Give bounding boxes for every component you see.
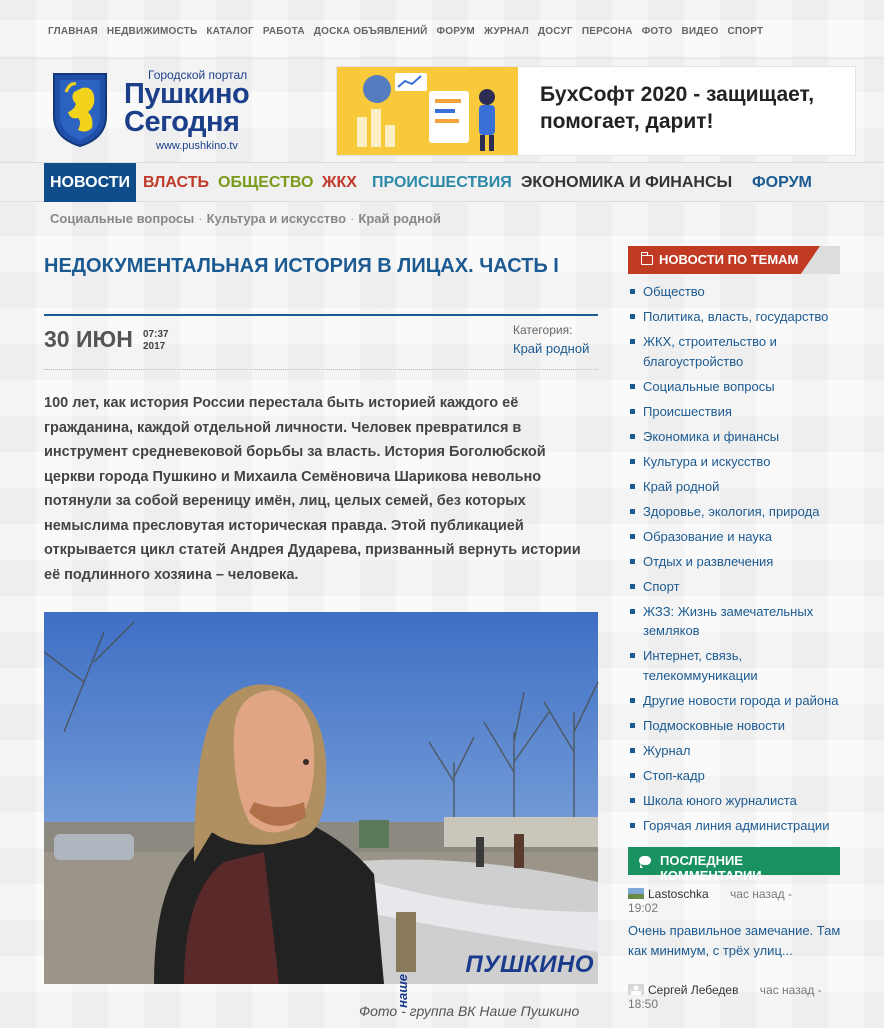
topnav-photo[interactable]: ФОТО (641, 26, 673, 37)
topnav-journal[interactable]: ЖУРНАЛ (483, 26, 529, 37)
topic-link[interactable]: Горячая линия администрации (628, 816, 844, 836)
topnav-realty[interactable]: НЕДВИЖИМОСТЬ (106, 26, 198, 37)
banner-line2: помогает, дарит! (540, 110, 714, 133)
subnav-culture[interactable]: Культура и искусство (206, 211, 347, 226)
topic-link[interactable]: Другие новости города и района (628, 691, 844, 711)
topnav-catalog[interactable]: КАТАЛОГ (206, 26, 254, 37)
comment-text[interactable]: Очень правильное замечание. Там как минимум, с трёх улиц... (628, 923, 841, 958)
article-year: 2017 (143, 341, 166, 352)
topic-link[interactable]: ЖКХ, строительство и благоустройство (628, 332, 844, 371)
nav-economy[interactable]: ЭКОНОМИКА И ФИНАНСЫ (521, 174, 733, 191)
top-nav (48, 26, 763, 37)
sub-nav (50, 211, 441, 226)
topic-link[interactable]: Здоровье, экология, природа (628, 502, 844, 522)
topic-link[interactable]: Спорт (628, 577, 844, 597)
topnav-home[interactable]: ГЛАВНАЯ (48, 26, 98, 37)
banner-text (518, 67, 814, 155)
topic-link[interactable]: Образование и наука (628, 527, 844, 547)
article-time-hm: 07:37 (143, 329, 169, 340)
coat-of-arms-icon (52, 72, 108, 148)
subnav-separator: · (350, 211, 355, 226)
photo-caption: Фото - группа ВК Наше Пушкино (359, 1003, 580, 1019)
topic-link[interactable]: Край родной (628, 477, 844, 497)
subnav-social[interactable]: Социальные вопросы (50, 211, 195, 226)
topnav-leisure[interactable]: ДОСУГ (537, 26, 573, 37)
topics-title: НОВОСТИ ПО ТЕМАМ (659, 252, 799, 267)
comment-ago: час назад - (759, 983, 822, 997)
topic-link[interactable]: Отдых и развлечения (628, 552, 844, 572)
topic-link[interactable]: Общество (628, 282, 844, 302)
main-nav (0, 162, 884, 202)
logo-title-line2: Сегодня (124, 106, 240, 138)
banner-line1: БухСофт 2020 - защищает, (540, 83, 815, 106)
topics-header (628, 246, 840, 274)
topic-link[interactable]: Экономика и финансы (628, 427, 844, 447)
topic-link[interactable]: ЖЗЗ: Жизнь замечательных земляков (628, 602, 844, 641)
folder-icon (641, 255, 653, 265)
nav-incidents[interactable]: ПРОИСШЕСТВИЯ (372, 174, 512, 191)
comments-title: ПОСЛЕДНИЕ КОММЕНТАРИИ (660, 853, 762, 883)
title-rule (44, 314, 598, 316)
topic-link[interactable]: Интернет, связь, телекоммуникации (628, 646, 844, 685)
comment-meta (628, 887, 844, 901)
comment-ago: час назад - (730, 887, 792, 901)
comment-user[interactable]: Lastoschka (648, 887, 709, 901)
comment-item (628, 887, 844, 960)
comment-item (628, 983, 844, 1011)
article-lead: 100 лет, как история России перестала быть историей каждого её гражданина, каждой отдельной личности. Человек превратился в инструмент средневековой борьбы за власть. История Боголюбской церкви города Пушкино и Михаила Семёновича Шарикова невольно потянули за собой вереницу имён, лиц, целых семей, без которых немыслима пресловутая историческая правда. Этой публикацией открывается цикл статей Андрея Дударева, призванный вернуть истории её подлинного хозяина – человека. (44, 395, 581, 583)
topnav-jobs[interactable]: РАБОТА (262, 26, 305, 37)
nav-news[interactable]: НОВОСТИ (44, 163, 136, 202)
ad-banner[interactable] (336, 66, 856, 156)
subnav-region[interactable]: Край родной (358, 211, 441, 226)
topic-link[interactable]: Политика, власть, государство (628, 307, 844, 327)
logo-tagline: Городской портал (148, 68, 248, 82)
logo-url: www.pushkino.tv (156, 140, 238, 152)
avatar (628, 888, 644, 899)
topnav-classifieds[interactable]: ДОСКА ОБЪЯВЛЕНИЙ (313, 26, 428, 37)
photo-watermark-small: наше (395, 974, 410, 1008)
article-title: НЕДОКУМЕНТАЛЬНАЯ ИСТОРИЯ В ЛИЦАХ. ЧАСТЬ I (44, 255, 559, 277)
nav-housing[interactable]: ЖКХ (322, 174, 357, 191)
logo-title-line1: Пушкино (124, 78, 250, 110)
topic-link[interactable]: Культура и искусство (628, 452, 844, 472)
topic-link[interactable]: Журнал (628, 741, 844, 761)
topic-link[interactable]: Школа юного журналиста (628, 791, 844, 811)
subnav-separator: · (198, 211, 203, 226)
comments-header (628, 847, 840, 883)
nav-power[interactable]: ВЛАСТЬ (143, 174, 209, 191)
topnav-video[interactable]: ВИДЕО (681, 26, 719, 37)
article-time (143, 329, 169, 353)
topic-link[interactable]: Стоп-кадр (628, 766, 844, 786)
article-date: 30 ИЮН (44, 326, 133, 352)
category-link[interactable]: Край родной (513, 341, 590, 356)
nav-forum[interactable]: ФОРУМ (752, 174, 812, 191)
comment-meta (628, 983, 844, 997)
meta-rule (44, 369, 598, 370)
topic-link[interactable]: Подмосковные новости (628, 716, 844, 736)
photo-watermark: ПУШКИНО (465, 951, 594, 978)
comment-time: 18:50 (628, 997, 659, 1011)
topics-list (628, 282, 844, 841)
header-divider (0, 58, 884, 59)
topnav-persona[interactable]: ПЕРСОНА (581, 26, 633, 37)
photo-image (44, 612, 598, 984)
comment-bubble-icon (639, 856, 651, 865)
topic-link[interactable]: Происшествия (628, 402, 844, 422)
topnav-forum[interactable]: ФОРУМ (436, 26, 475, 37)
site-logo[interactable] (52, 68, 302, 158)
comment-user[interactable]: Сергей Лебедев (648, 983, 739, 997)
topic-link[interactable]: Социальные вопросы (628, 377, 844, 397)
article-photo[interactable] (44, 612, 598, 1008)
nav-society[interactable]: ОБЩЕСТВО (218, 174, 314, 191)
comment-time: 19:02 (628, 901, 659, 915)
avatar (628, 984, 644, 995)
category-label: Категория: (513, 323, 573, 337)
banner-illustration (337, 67, 518, 155)
topnav-sport[interactable]: СПОРТ (727, 26, 764, 37)
